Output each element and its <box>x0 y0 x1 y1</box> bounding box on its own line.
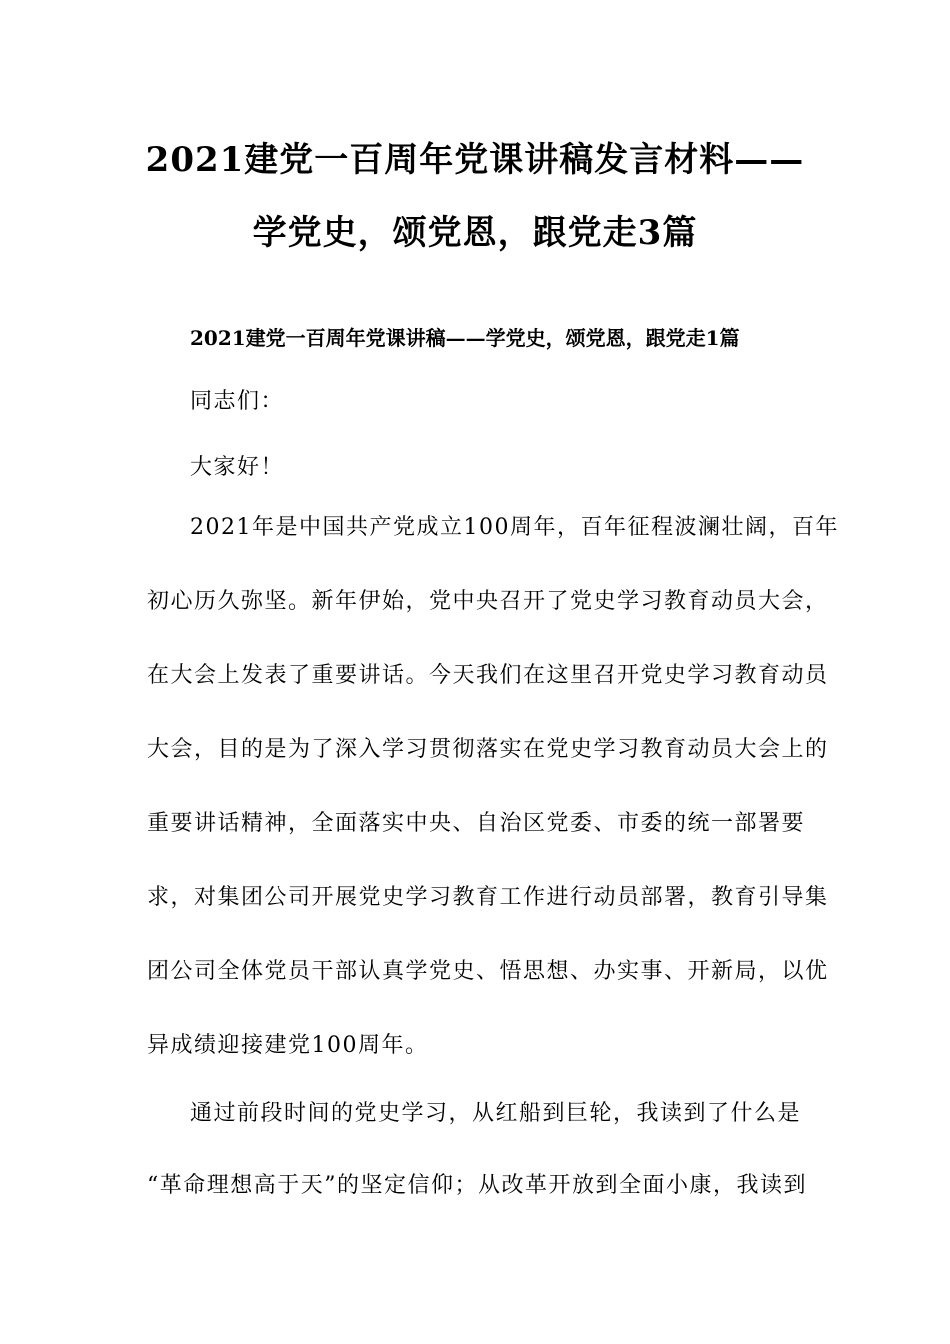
paragraph-line: 团公司全体党员干部认真学党史、悟思想、办实事、开新局，以优 <box>147 959 829 984</box>
paragraph-line: 异成绩迎接建党100周年。 <box>147 1033 429 1058</box>
paragraph-line: 在大会上发表了重要讲话。今天我们在这里召开党史学习教育动员 <box>147 663 829 688</box>
paragraph-line: 2021年是中国共产党成立100周年，百年征程波澜壮阔，百年 <box>190 515 839 540</box>
paragraph-line: 初心历久弥坚。新年伊始，党中央召开了党史学习教育动员大会， <box>147 589 829 614</box>
section-subtitle: 2021建党一百周年党课讲稿——学党史，颂党恩，跟党走1篇 <box>190 326 740 350</box>
paragraph-line: “革命理想高于天”的坚定信仰；从改革开放到全面小康，我读到 <box>147 1173 807 1198</box>
paragraph-line: 大会，目的是为了深入学习贯彻落实在党史学习教育动员大会上的 <box>147 737 829 762</box>
paragraph-line: 重要讲话精神，全面落实中央、自治区党委、市委的统一部署要 <box>147 811 806 836</box>
greeting: 大家好！ <box>190 455 285 480</box>
document-title-line-1: 2021建党一百周年党课讲稿发言材料—— <box>145 140 805 180</box>
salutation: 同志们： <box>190 389 285 414</box>
document-title-line-2: 学党史，颂党恩，跟党走3篇 <box>252 213 698 253</box>
paragraph-line: 求，对集团公司开展党史学习教育工作进行动员部署，教育引导集 <box>147 885 829 910</box>
paragraph-line: 通过前段时间的党史学习，从红船到巨轮，我读到了什么是 <box>190 1101 802 1126</box>
